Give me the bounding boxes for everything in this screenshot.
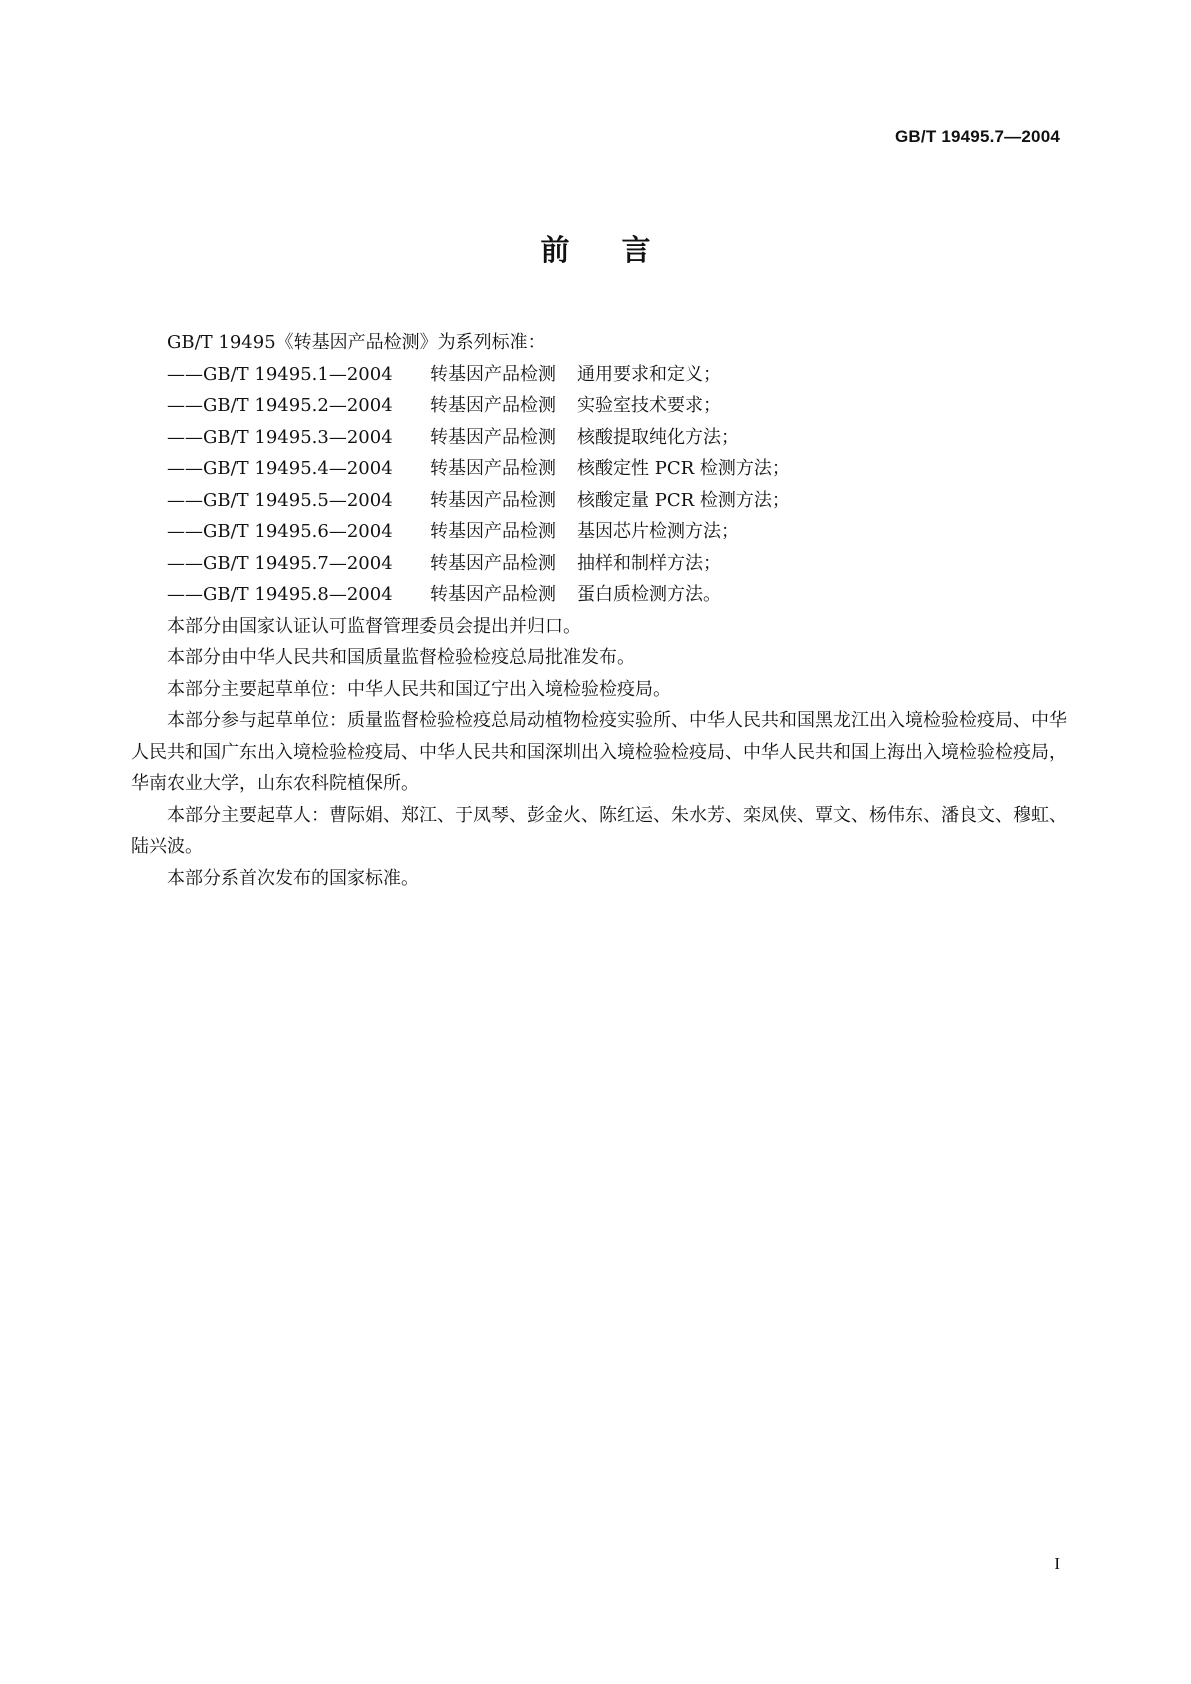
series-item-code: ——GB/T 19495.5—2004 — [167, 489, 393, 511]
series-item-name: 转基因产品检测 — [430, 552, 556, 574]
series-item-code: ——GB/T 19495.7—2004 — [167, 552, 393, 574]
series-item-name: 转基因产品检测 — [430, 458, 556, 479]
series-item-part: 基因芯片检测方法； — [577, 521, 739, 542]
series-item-part: 核酸定性 PCR 检测方法； — [577, 458, 790, 479]
series-item-part: 核酸提取纯化方法； — [577, 426, 739, 448]
first-release-paragraph: 本部分系首次发布的国家标准。 — [167, 867, 419, 889]
standard-code: GB/T 19495.7—2004 — [895, 127, 1060, 146]
series-intro: GB/T 19495《转基因产品检测》为系列标准： — [167, 332, 546, 353]
main-drafters-paragraph: 本部分主要起草人：曹际娟、郑江、于凤琴、彭金火、陈红运、朱水芳、栾凤侠、覃文、杨伟东、潘良文、穆虹、陆兴波。 — [131, 804, 1067, 857]
series-item-code: ——GB/T 19495.4—2004 — [167, 458, 393, 479]
series-item-name: 转基因产品检测 — [430, 363, 556, 385]
series-item — [131, 422, 1071, 454]
series-item-name: 转基因产品检测 — [430, 521, 556, 542]
series-item — [131, 485, 1071, 517]
main-drafting-unit-paragraph: 本部分主要起草单位：中华人民共和国辽宁出入境检验检疫局。 — [167, 678, 671, 700]
proposer-paragraph: 本部分由国家认证认可监督管理委员会提出并归口。 — [167, 615, 581, 637]
series-item-code: ——GB/T 19495.8—2004 — [167, 584, 393, 605]
series-item-part: 实验室技术要求； — [577, 395, 721, 416]
series-item-code: ——GB/T 19495.3—2004 — [167, 426, 393, 448]
foreword-body — [131, 327, 1071, 894]
series-item-code: ——GB/T 19495.2—2004 — [167, 395, 393, 416]
series-item — [131, 579, 1071, 611]
page-title: 前言 — [540, 233, 703, 267]
series-item — [131, 548, 1071, 580]
series-item-part: 抽样和制样方法； — [577, 552, 721, 574]
approver-paragraph: 本部分由中华人民共和国质量监督检验检疫总局批准发布。 — [167, 647, 635, 668]
series-item — [131, 359, 1071, 391]
series-item-name: 转基因产品检测 — [430, 584, 556, 605]
page-number: I — [1054, 1554, 1060, 1573]
series-item-code: ——GB/T 19495.6—2004 — [167, 521, 393, 542]
participating-units-paragraph: 本部分参与起草单位：质量监督检验检疫总局动植物检疫实验所、中华人民共和国黑龙江出入境检验检疫局、中华人民共和国广东出入境检验检疫局、中华人民共和国深圳出入境检验检疫局、中华人民共和国上海出入境检验检疫局，华南农业大学，山东农科院植保所。 — [131, 710, 1067, 794]
series-list — [131, 359, 1071, 611]
series-item — [131, 390, 1071, 422]
series-item-name: 转基因产品检测 — [430, 395, 556, 416]
series-item-part: 核酸定量 PCR 检测方法； — [577, 489, 790, 511]
series-item-part: 通用要求和定义； — [577, 363, 721, 385]
series-item — [131, 516, 1071, 548]
series-item-code: ——GB/T 19495.1—2004 — [167, 363, 393, 385]
series-item-part: 蛋白质检测方法。 — [577, 584, 721, 605]
series-item-name: 转基因产品检测 — [430, 426, 556, 448]
series-item-name: 转基因产品检测 — [430, 489, 556, 511]
series-item — [131, 453, 1071, 485]
